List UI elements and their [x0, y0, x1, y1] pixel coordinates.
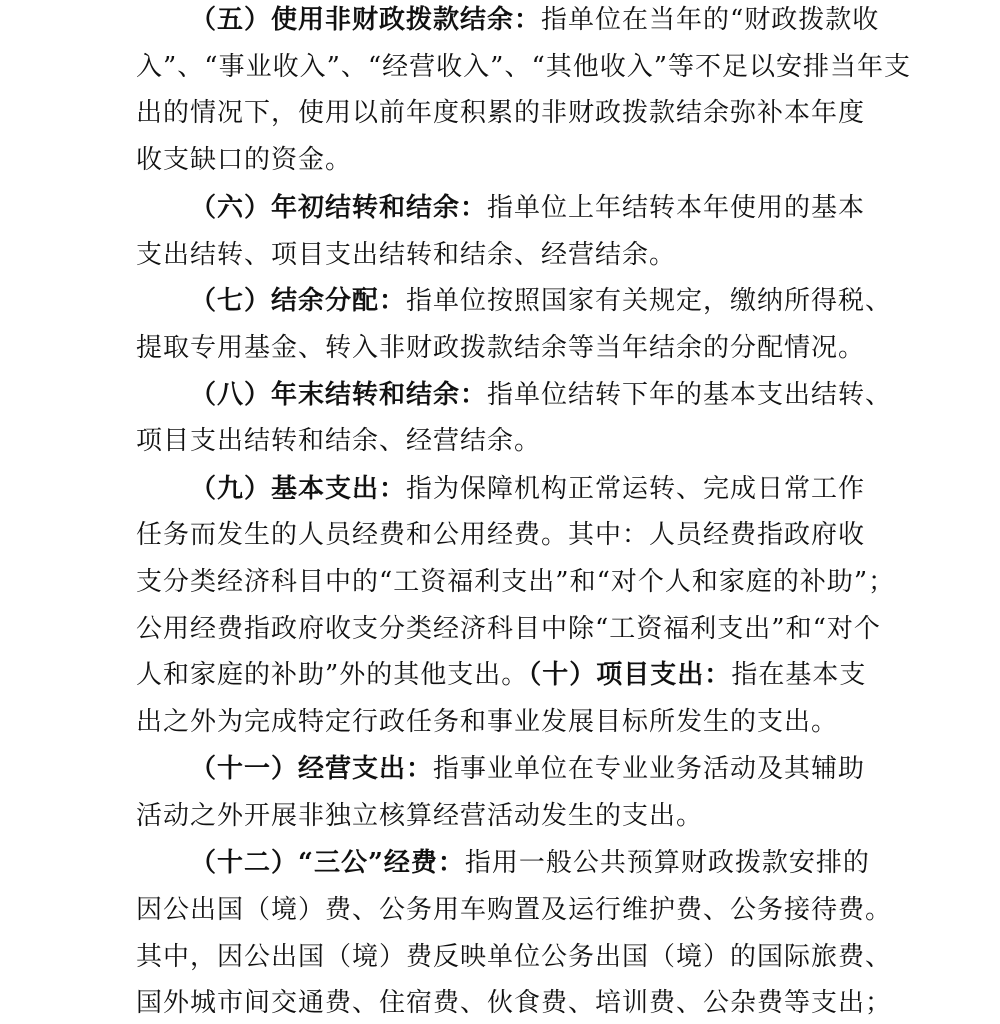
definition-text: 指单位上年结转本年使用的基本: [487, 193, 866, 223]
paragraph-12-line-2: [136, 890, 896, 930]
body-text: 入”、“事业收入”、“经营收入”、“其他收入”等不足以安排当年支: [136, 52, 912, 82]
paragraph-5-line-4: [136, 140, 896, 180]
body-text: 公用经费指政府收支分类经济科目中除“工资福利支出”和“对个: [136, 614, 881, 644]
definition-text: 指单位在当年的“财政拨款收: [541, 5, 880, 35]
term-heading: （九）基本支出：: [190, 474, 407, 504]
paragraph-11-line-2: [136, 796, 896, 836]
paragraph-7-line-1: [190, 281, 896, 321]
paragraph-9-line-1: [190, 469, 896, 509]
definition-text: 指事业单位在专业业务活动及其辅助: [433, 754, 866, 784]
paragraph-9-line-2: [136, 515, 896, 555]
definition-text: 指为保障机构正常运转、完成日常工作: [406, 474, 866, 504]
body-text: 出之外为完成特定行政任务和事业发展目标所发生的支出。: [136, 707, 839, 737]
paragraph-5-line-3: [136, 93, 896, 133]
body-text: 项目支出结转和结余、经营结余。: [136, 426, 542, 456]
body-text: 其中，因公出国（境）费反映单位公务出国（境）的国际旅费、: [136, 942, 893, 972]
paragraph-9-line-3: [136, 562, 896, 602]
body-text: 活动之外开展非独立核算经营活动发生的支出。: [136, 801, 704, 831]
definition-text: 指单位按照国家有关规定，缴纳所得税、: [406, 286, 893, 316]
definition-text: 指用一般公共预算财政拨款安排的: [464, 848, 870, 878]
definition-text: 指在基本支: [731, 660, 867, 690]
term-heading: （八）年末结转和结余：: [190, 380, 488, 410]
term-heading: （六）年初结转和结余：: [190, 193, 488, 223]
paragraph-12-line-4: [136, 983, 896, 1023]
body-text: 国外城市间交通费、住宿费、伙食费、培训费、公杂费等支出；: [136, 988, 893, 1018]
term-heading: （七）结余分配：: [190, 286, 407, 316]
paragraph-6-line-1: [190, 188, 896, 228]
body-text: 人和家庭的补助”外的其他支出。: [136, 660, 529, 690]
body-text: 出的情况下，使用以前年度积累的非财政拨款结余弥补本年度: [136, 98, 866, 128]
paragraph-11-line-1: [190, 749, 896, 789]
term-heading: （十）项目支出：: [528, 660, 732, 690]
term-heading: （十二）“三公”经费：: [190, 848, 465, 878]
body-text: 收支缺口的资金。: [136, 145, 353, 175]
paragraph-5-line-2: [136, 47, 912, 87]
paragraph-8-line-2: [136, 421, 896, 461]
paragraph-9-line-4: [136, 609, 896, 649]
paragraph-7-line-2: [136, 328, 896, 368]
definition-text: 指单位结转下年的基本支出结转、: [487, 380, 893, 410]
body-text: 提取专用基金、转入非财政拨款结余等当年结余的分配情况。: [136, 333, 866, 363]
term-heading: （十一）经营支出：: [190, 754, 434, 784]
term-heading: （五）使用非财政拨款结余：: [190, 5, 542, 35]
paragraph-12-line-1: [190, 843, 896, 883]
paragraph-5-line-1: [190, 0, 896, 40]
body-text: 因公出国（境）费、公务用车购置及运行维护费、公务接待费。: [136, 895, 893, 925]
paragraph-6-line-2: [136, 235, 896, 275]
paragraph-12-line-3: [136, 937, 896, 977]
body-text: 任务而发生的人员经费和公用经费。其中：人员经费指政府收: [136, 520, 866, 550]
body-text: 支出结转、项目支出结转和结余、经营结余。: [136, 240, 677, 270]
paragraph-9-line-6: [136, 702, 896, 742]
body-text: 支分类经济科目中的“工资福利支出”和“对个人和家庭的补助”；: [136, 567, 896, 597]
paragraph-9-line-5: [136, 655, 896, 695]
paragraph-8-line-1: [190, 375, 896, 415]
